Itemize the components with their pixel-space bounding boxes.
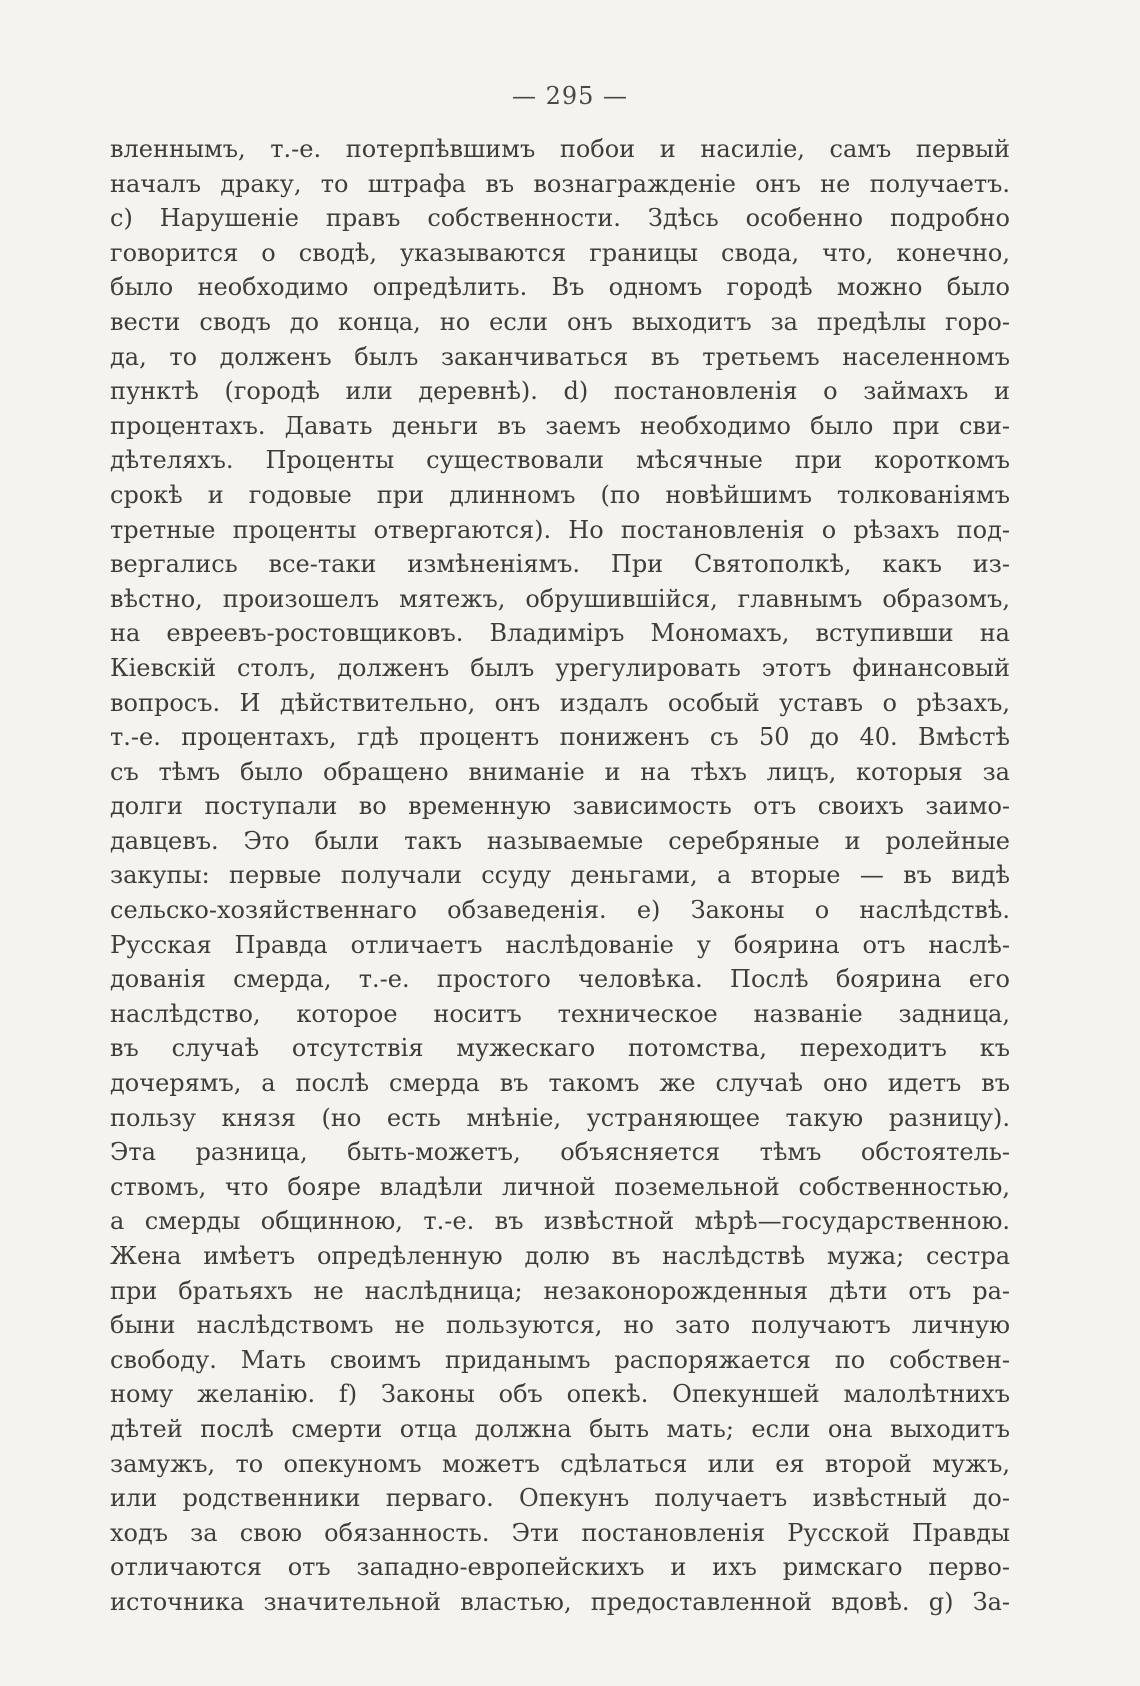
- text-line: c) Нарушеніе правъ собственности. Здѣсь особенно подробно: [110, 204, 1010, 233]
- text-line: дочерямъ, а послѣ смерда въ такомъ же случаѣ оно идетъ въ: [110, 1069, 1010, 1098]
- text-line: закупы: первые получали ссуду деньгами, а вторые — въ видѣ: [110, 861, 1010, 890]
- text-line: вергались все-таки измѣненіямъ. При Святополкѣ, какъ из-: [110, 550, 1010, 579]
- text-line: ствомъ, что бояре владѣли личной поземельной собственностью,: [110, 1172, 1010, 1201]
- text-line: ходъ за свою обязанность. Эти постановленія Русской Правды: [110, 1518, 1010, 1547]
- text-line: вопросъ. И дѣйствительно, онъ издалъ особый уставъ о рѣзахъ,: [110, 688, 1010, 717]
- text-line: процентахъ. Давать деньги въ заемъ необходимо было при сви-: [110, 411, 1010, 440]
- text-line: или родственники перваго. Опекунъ получаетъ извѣстный до-: [110, 1484, 1010, 1513]
- text-line: третные проценты отвергаются). Но постановленія о рѣзахъ под-: [110, 515, 1010, 544]
- text-line: на евреевъ-ростовщиковъ. Владиміръ Мономахъ, вступивши на: [110, 619, 1010, 648]
- text-line: Русская Правда отличаетъ наслѣдованіе у боярина отъ наслѣ-: [110, 930, 1010, 959]
- text-line: свободу. Мать своимъ приданымъ распоряжается по собствен-: [110, 1345, 1010, 1374]
- text-line: т.-е. процентахъ, гдѣ процентъ пониженъ съ 50 до 40. Вмѣстѣ: [110, 723, 1010, 752]
- text-line: ному желанію. f) Законы объ опекѣ. Опекуншей малолѣтнихъ: [110, 1380, 1010, 1409]
- text-line: въ случаѣ отсутствія мужескаго потомства, переходитъ къ: [110, 1034, 1010, 1063]
- text-line: сельско-хозяйственнаго обзаведенія. e) Законы о наслѣдствѣ.: [110, 896, 1010, 925]
- text-line: срокѣ и годовые при длинномъ (по новѣйшимъ толкованіямъ: [110, 480, 1010, 509]
- text-line: вленнымъ, т.-е. потерпѣвшимъ побои и насиліе, самъ первый: [110, 135, 1010, 163]
- text-line: при братьяхъ не наслѣдница; незаконорожденныя дѣти отъ ра-: [110, 1276, 1010, 1305]
- text-line: Жена имѣетъ опредѣленную долю въ наслѣдствѣ мужа; сестра: [110, 1242, 1010, 1270]
- text-line: вѣстно, произошелъ мятежъ, обрушившійся, главнымъ образомъ,: [110, 584, 1010, 613]
- text-line: замужъ, то опекуномъ можетъ сдѣлаться или ея второй мужъ,: [110, 1449, 1010, 1478]
- text-line: было необходимо опредѣлить. Въ одномъ городѣ можно было: [110, 273, 1010, 302]
- text-line: пунктѣ (городѣ или деревнѣ). d) постановленія о займахъ и: [110, 377, 1010, 406]
- text-line: быни наслѣдствомъ не пользуются, но зато получаютъ личную: [110, 1311, 1010, 1340]
- text-line: отличаются отъ западно-европейскихъ и ихъ римскаго перво-: [110, 1553, 1010, 1582]
- text-line: вести сводъ до конца, но если онъ выходитъ за предѣлы горо-: [110, 307, 1010, 336]
- text-line: да, то долженъ былъ заканчиваться въ третьемъ населенномъ: [110, 342, 1010, 371]
- text-line: началъ драку, то штрафа въ вознагражденіе онъ не получаетъ.: [110, 169, 1010, 198]
- text-line: Кіевскій столъ, долженъ былъ урегулировать этотъ финансовый: [110, 653, 1010, 682]
- text-line: дѣтей послѣ смерти отца должна быть мать; если она выходитъ: [110, 1414, 1010, 1443]
- text-line: источника значительной властью, предоставленной вдовѣ. g) За-: [110, 1587, 1010, 1616]
- text-line: долги поступали во временную зависимость отъ своихъ заимо-: [110, 792, 1010, 821]
- text-line: съ тѣмъ было обращено вниманіе и на тѣхъ лицъ, которыя за: [110, 757, 1010, 786]
- text-line: давцевъ. Это были такъ называемые серебряные и ролейные: [110, 826, 1010, 855]
- text-line: говорится о сводѣ, указываются границы свода, что, конечно,: [110, 238, 1010, 267]
- body-text: [110, 132, 1010, 1620]
- text-line: дѣтеляхъ. Проценты существовали мѣсячные при короткомъ: [110, 446, 1010, 475]
- text-line: дованія смерда, т.-е. простого человѣка. Послѣ боярина его: [110, 965, 1010, 994]
- text-line: Эта разница, быть-можетъ, объясняется тѣмъ обстоятель-: [110, 1138, 1010, 1167]
- text-line: наслѣдство, которое носитъ техническое названіе задница,: [110, 999, 1010, 1028]
- page-number: — 295 —: [511, 82, 629, 110]
- text-line: пользу князя (но есть мнѣніе, устраняющее такую разницу).: [110, 1103, 1010, 1132]
- text-line: а смерды общинною, т.-е. въ извѣстной мѣрѣ—государственною.: [110, 1207, 1010, 1236]
